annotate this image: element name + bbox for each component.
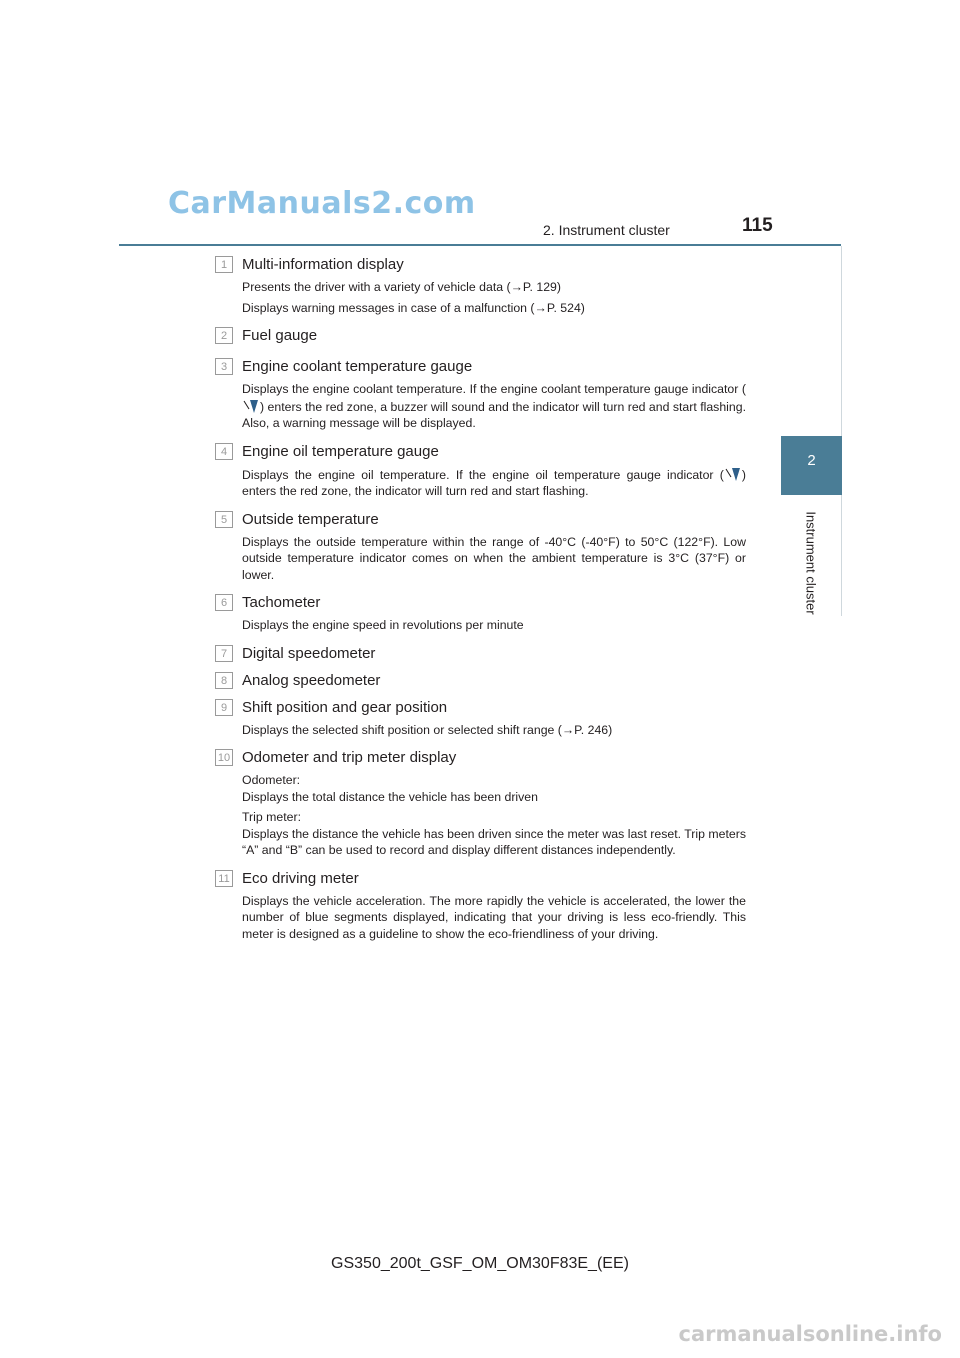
item-title: Multi-information display xyxy=(242,256,404,273)
item-description xyxy=(242,893,746,943)
list-item xyxy=(215,325,746,347)
odometer-text: Displays the total distance the vehicle has been driven xyxy=(242,789,538,804)
item-description-text: Displays the engine coolant temperature. If the engine coolant temperature gauge indicator ( xyxy=(242,382,746,396)
item-description xyxy=(242,279,746,316)
item-number-badge: 1 xyxy=(215,256,233,273)
item-title: Engine coolant temperature gauge xyxy=(242,358,473,375)
item-number-badge: 6 xyxy=(215,594,233,611)
chapter-label-text: Instrument cluster xyxy=(803,510,819,615)
list-item xyxy=(215,670,746,692)
item-list xyxy=(215,254,746,946)
chapter-number: 2 xyxy=(807,452,816,469)
watermark-logo-bottom: carmanualsonline.info xyxy=(678,1322,942,1346)
item-title: Digital speedometer xyxy=(242,644,376,662)
item-description-line: Displays the engine speed in revolutions per minute xyxy=(242,618,524,632)
item-description-text: ) enters the red zone, a buzzer will sound and the indicator will turn red and start flashing. Also, a warning message will be displayed. xyxy=(242,399,746,430)
list-item xyxy=(215,509,746,584)
list-item xyxy=(215,747,746,859)
item-number-badge: 4 xyxy=(215,443,233,460)
item-description-line: Displays the vehicle acceleration. The more rapidly the vehicle is accelerated, the lower the number of blue segments displayed, indicating that your driving is less eco-friendly. This meter is designed as a guideline to show the eco-friendliness of your driving. xyxy=(242,893,746,941)
item-description xyxy=(242,381,746,432)
item-title: Tachometer xyxy=(242,594,321,611)
item-number-badge: 3 xyxy=(215,358,233,375)
item-description-line: Displays warning messages in case of a malfunction (→P. 524) xyxy=(242,300,585,315)
watermark-logo-top: CarManuals2.com xyxy=(168,186,476,221)
item-description-line: Displays the selected shift position or selected shift range (→P. 246) xyxy=(242,722,613,737)
item-description xyxy=(242,466,746,500)
item-number-badge: 8 xyxy=(215,672,233,689)
item-number-badge: 10 xyxy=(215,749,233,766)
list-item xyxy=(215,592,746,634)
side-divider xyxy=(841,246,842,616)
item-description-text: ) enters the red zone, the indicator will turn red and start flashing. xyxy=(242,467,746,498)
item-description-text: Displays the engine oil temperature. If the engine oil temperature gauge indicator ( xyxy=(242,467,724,482)
item-title: Outside temperature xyxy=(242,510,379,528)
item-description xyxy=(242,534,746,584)
temperature-needle-icon xyxy=(724,466,742,482)
item-title: Fuel gauge xyxy=(242,327,318,344)
header-divider xyxy=(119,244,841,246)
list-item xyxy=(215,356,746,432)
item-title: Eco driving meter xyxy=(242,869,359,887)
section-title: 2. Instrument cluster xyxy=(543,222,670,238)
item-description xyxy=(242,772,746,859)
list-item xyxy=(215,643,746,665)
trip-meter-label: Trip meter: xyxy=(242,810,301,824)
item-title: Engine oil temperature gauge xyxy=(242,442,439,460)
item-number-badge: 11 xyxy=(215,870,233,887)
page-number: 115 xyxy=(742,215,773,236)
item-number-badge: 9 xyxy=(215,699,233,716)
chapter-tab[interactable] xyxy=(781,436,842,495)
item-description xyxy=(242,617,746,634)
chapter-label xyxy=(796,505,826,620)
list-item xyxy=(215,254,746,316)
document-code: GS350_200t_GSF_OM_OM30F83E_(EE) xyxy=(331,1255,629,1272)
item-title: Analog speedometer xyxy=(242,671,381,689)
item-description-line: Displays the outside temperature within the range of -40°C (-40°F) to 50°C (122°F). Low outside temperature indicator comes on when the ambient temperature is 3°C (37°F) or lower. xyxy=(242,534,746,582)
item-number-badge: 7 xyxy=(215,645,233,662)
item-number-badge: 2 xyxy=(215,327,233,344)
trip-meter-text: Displays the distance the vehicle has been driven since the meter was last reset. Trip meters “A” and “B” can be used to record and display different distances independently. xyxy=(242,826,746,857)
temperature-needle-icon xyxy=(242,398,260,414)
item-title: Shift position and gear position xyxy=(242,698,448,716)
list-item xyxy=(215,868,746,943)
list-item xyxy=(215,441,746,500)
odometer-label: Odometer: xyxy=(242,773,301,787)
item-description xyxy=(242,722,746,739)
list-item xyxy=(215,697,746,739)
item-description-line: Presents the driver with a variety of vehicle data (→P. 129) xyxy=(242,280,561,294)
item-title: Odometer and trip meter display xyxy=(242,749,457,766)
item-number-badge: 5 xyxy=(215,511,233,528)
